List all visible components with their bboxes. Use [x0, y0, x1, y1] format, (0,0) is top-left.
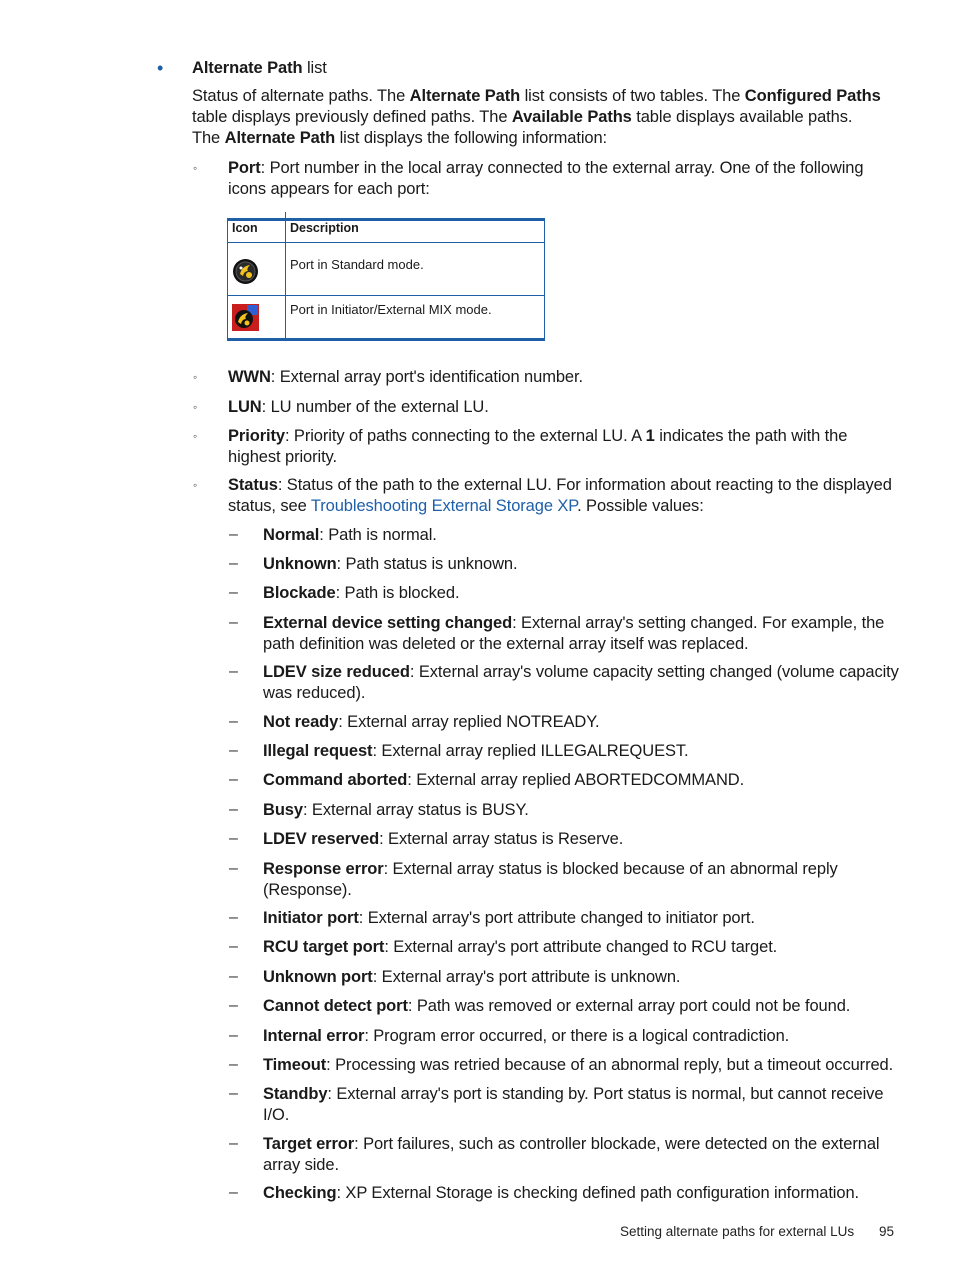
intro-title: Alternate Path list [192, 59, 327, 77]
priority-item-line2: highest priority. [228, 448, 337, 466]
table-header-icon: Icon [232, 221, 258, 235]
status-value-item: Normal: Path is normal. [263, 526, 437, 544]
status-value-item: Target error: Port failures, such as controller blockade, were detected on the external [263, 1135, 880, 1153]
status-value-item: Busy: External array status is BUSY. [263, 801, 529, 819]
list-dash: – [229, 801, 238, 818]
intro-para-line2: table displays previously defined paths. The Available Paths table displays available paths. [192, 108, 853, 126]
intro-para-line3: The Alternate Path list displays the following information: [192, 129, 608, 147]
status-value-item: RCU target port: External array's port attribute changed to RCU target. [263, 938, 778, 956]
table-cell-description: Port in Initiator/External MIX mode. [290, 302, 492, 317]
status-value-item: Cannot detect port: Path was removed or external array port could not be found. [263, 997, 851, 1015]
list-dash: – [229, 1135, 238, 1152]
list-dash: – [229, 663, 238, 680]
status-item-line2: status, see Troubleshooting External Storage XP. Possible values: [228, 497, 704, 515]
sub-bullet: ◦ [193, 478, 198, 492]
status-value-item: External device setting changed: External array's setting changed. For example, the [263, 614, 885, 632]
status-value-item: I/O. [263, 1106, 290, 1124]
port-mix-icon [232, 304, 259, 331]
status-value-item: Standby: External array's port is standing by. Port status is normal, but cannot receive [263, 1085, 884, 1103]
sub-bullet: ◦ [193, 370, 198, 384]
footer-section-title: Setting alternate paths for external LUs [620, 1224, 855, 1239]
status-value-item: path definition was deleted or the external array itself was replaced. [263, 635, 749, 653]
status-value-item: LDEV size reduced: External array's volume capacity setting changed (volume capacity [263, 663, 899, 681]
list-dash: – [229, 713, 238, 730]
list-dash: – [229, 830, 238, 847]
table-cell-description: Port in Standard mode. [290, 257, 424, 272]
list-dash: – [229, 742, 238, 759]
port-standard-icon [232, 258, 259, 285]
page-number: 95 [879, 1224, 895, 1239]
table-header-description: Description [290, 221, 359, 235]
bullet-dot: • [157, 58, 164, 78]
status-value-item: (Response). [263, 881, 352, 899]
status-value-item: Not ready: External array replied NOTREADY. [263, 713, 600, 731]
list-dash: – [229, 860, 238, 877]
status-value-item: Internal error: Program error occurred, or there is a logical contradiction. [263, 1027, 790, 1045]
status-value-item: was reduced). [263, 684, 366, 702]
lun-item: LUN: LU number of the external LU. [228, 398, 489, 416]
status-value-item: Timeout: Processing was retried because of an abnormal reply, but a timeout occurred. [263, 1056, 894, 1074]
troubleshooting-link[interactable]: Troubleshooting External Storage XP [310, 497, 578, 515]
status-value-item: LDEV reserved: External array status is Reserve. [263, 830, 624, 848]
list-dash: – [229, 938, 238, 955]
port-item-line1: Port: Port number in the local array connected to the external array. One of the following [228, 159, 864, 177]
priority-item-line1: Priority: Priority of paths connecting to the external LU. A 1 indicates the path with the [228, 427, 848, 445]
list-dash: – [229, 909, 238, 926]
list-dash: – [229, 997, 238, 1014]
sub-bullet: ◦ [193, 429, 198, 443]
list-dash: – [229, 1085, 238, 1102]
status-value-item: array side. [263, 1156, 339, 1174]
status-value-item: Checking: XP External Storage is checking defined path configuration information. [263, 1184, 860, 1202]
status-item-line1: Status: Status of the path to the external LU. For information about reacting to the displayed [228, 476, 892, 494]
list-dash: – [229, 1056, 238, 1073]
icon-table [227, 218, 545, 341]
status-value-item: Blockade: Path is blocked. [263, 584, 460, 602]
port-item-line2: icons appears for each port: [228, 180, 430, 198]
wwn-item: WWN: External array port's identification number. [228, 368, 583, 386]
list-dash: – [229, 584, 238, 601]
sub-bullet: ◦ [193, 161, 198, 175]
intro-para-line1: Status of alternate paths. The Alternate Path list consists of two tables. The Configured Paths [192, 87, 881, 105]
list-dash: – [229, 771, 238, 788]
list-dash: – [229, 614, 238, 631]
list-dash: – [229, 555, 238, 572]
sub-bullet: ◦ [193, 400, 198, 414]
list-dash: – [229, 1184, 238, 1201]
list-dash: – [229, 1027, 238, 1044]
list-dash: – [229, 526, 238, 543]
status-value-item: Response error: External array status is blocked because of an abnormal reply [263, 860, 838, 878]
status-value-item: Unknown: Path status is unknown. [263, 555, 518, 573]
list-dash: – [229, 968, 238, 985]
status-value-item: Illegal request: External array replied ILLEGALREQUEST. [263, 742, 689, 760]
status-value-item: Initiator port: External array's port attribute changed to initiator port. [263, 909, 755, 927]
status-value-item: Command aborted: External array replied ABORTEDCOMMAND. [263, 771, 745, 789]
status-value-item: Unknown port: External array's port attribute is unknown. [263, 968, 681, 986]
